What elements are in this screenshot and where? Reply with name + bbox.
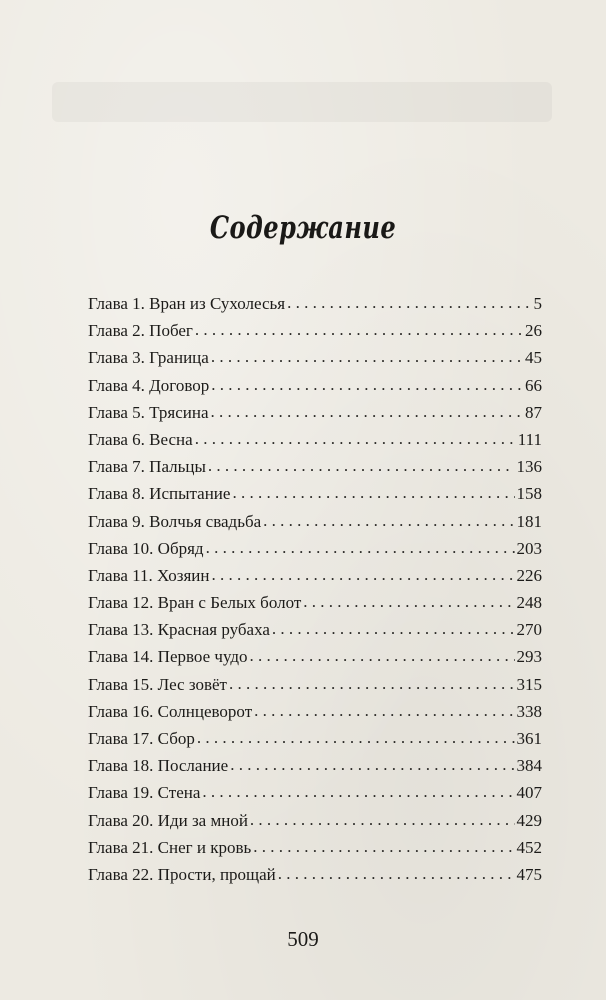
bleed-through-shadow bbox=[52, 82, 552, 122]
toc-entry-title: Глава 13. Красная рубаха bbox=[88, 620, 270, 640]
page-number: 509 bbox=[287, 927, 319, 951]
toc-entry-title: Глава 8. Испытание bbox=[88, 484, 231, 504]
toc-entry-title: Глава 7. Пальцы bbox=[88, 457, 206, 477]
toc-entry-page: 136 bbox=[516, 457, 542, 477]
toc-entry bbox=[88, 834, 542, 861]
toc-entry-title: Глава 6. Весна bbox=[88, 429, 193, 449]
toc-entry-title: Глава 17. Сбор bbox=[88, 729, 195, 748]
dot-leader bbox=[250, 806, 515, 833]
dot-leader bbox=[211, 343, 523, 370]
dot-leader bbox=[202, 778, 514, 805]
dot-leader bbox=[263, 507, 514, 534]
toc-entry-page: 111 bbox=[517, 429, 542, 449]
dot-leader bbox=[287, 289, 531, 316]
toc-entry-title: Глава 18. Послание bbox=[88, 756, 229, 776]
toc-entry-title: Глава 1. Вран из Сухолесья bbox=[88, 294, 286, 313]
toc-entry-title: Глава 19. Стена bbox=[88, 783, 201, 803]
toc-entry-page: 87 bbox=[525, 402, 542, 422]
toc-entry-title: Глава 15. Лес зовёт bbox=[88, 674, 227, 694]
toc-entry-page: 475 bbox=[516, 864, 542, 884]
toc-entry bbox=[88, 725, 542, 752]
toc-entry-page: 226 bbox=[516, 565, 542, 585]
toc-entry-page: 5 bbox=[533, 294, 542, 313]
toc-entry-title: Глава 11. Хозяин bbox=[88, 565, 210, 585]
dot-leader bbox=[206, 534, 515, 561]
table-of-contents bbox=[88, 290, 542, 888]
toc-entry-page: 407 bbox=[516, 783, 542, 803]
toc-entry-page: 315 bbox=[516, 674, 542, 694]
page-title: Содержание bbox=[209, 210, 397, 246]
dot-leader bbox=[197, 724, 515, 751]
dot-leader bbox=[278, 860, 515, 887]
toc-entry-page: 384 bbox=[516, 756, 542, 776]
toc-entry bbox=[88, 453, 542, 480]
toc-entry-title: Глава 10. Обряд bbox=[88, 538, 204, 558]
toc-entry bbox=[88, 807, 542, 834]
toc-entry bbox=[88, 779, 542, 806]
dot-leader bbox=[230, 751, 514, 778]
dot-leader bbox=[250, 642, 515, 669]
toc-entry bbox=[88, 399, 542, 426]
toc-entry-page: 203 bbox=[516, 538, 542, 558]
toc-entry-title: Глава 5. Трясина bbox=[88, 402, 209, 422]
dot-leader bbox=[211, 561, 514, 588]
toc-entry-page: 361 bbox=[516, 729, 542, 748]
toc-entry bbox=[88, 752, 542, 779]
toc-entry-title: Глава 2. Побег bbox=[88, 321, 193, 341]
toc-entry bbox=[88, 589, 542, 616]
toc-entry-title: Глава 16. Солнцеворот bbox=[88, 701, 253, 721]
dot-leader bbox=[253, 833, 514, 860]
toc-entry-page: 26 bbox=[525, 321, 542, 341]
dot-leader bbox=[195, 316, 523, 343]
toc-entry bbox=[88, 317, 542, 344]
toc-entry bbox=[88, 616, 542, 643]
toc-entry bbox=[88, 508, 542, 535]
toc-entry-title: Глава 21. Снег и кровь bbox=[88, 837, 252, 857]
toc-entry bbox=[88, 643, 542, 670]
dot-leader bbox=[211, 371, 523, 398]
dot-leader bbox=[303, 588, 514, 615]
toc-entry-title: Глава 3. Граница bbox=[88, 348, 209, 368]
toc-entry bbox=[88, 372, 542, 399]
toc-entry-page: 452 bbox=[516, 837, 542, 857]
toc-entry bbox=[88, 480, 542, 507]
toc-entry-page: 293 bbox=[516, 647, 542, 667]
dot-leader bbox=[229, 670, 515, 697]
toc-entry-page: 66 bbox=[525, 375, 542, 395]
dot-leader bbox=[211, 398, 523, 425]
toc-entry-page: 248 bbox=[516, 593, 542, 613]
toc-entry-title: Глава 12. Вран с Белых болот bbox=[88, 593, 302, 613]
toc-entry bbox=[88, 671, 542, 698]
toc-entry bbox=[88, 290, 542, 317]
toc-entry bbox=[88, 344, 542, 371]
toc-entry-page: 45 bbox=[525, 348, 542, 368]
toc-entry-page: 429 bbox=[516, 810, 542, 830]
toc-entry-title: Глава 14. Первое чудо bbox=[88, 647, 248, 667]
dot-leader bbox=[254, 697, 514, 724]
toc-entry-page: 270 bbox=[516, 620, 542, 640]
toc-entry-title: Глава 20. Иди за мной bbox=[88, 810, 248, 830]
toc-entry bbox=[88, 535, 542, 562]
toc-entry bbox=[88, 426, 542, 453]
dot-leader bbox=[232, 479, 514, 506]
toc-entry-title: Глава 4. Договор bbox=[88, 375, 210, 395]
toc-entry-page: 158 bbox=[516, 484, 542, 504]
toc-entry bbox=[88, 698, 542, 725]
toc-entry-page: 338 bbox=[516, 701, 542, 721]
toc-entry-title: Глава 22. Прости, прощай bbox=[88, 864, 276, 884]
dot-leader bbox=[195, 425, 516, 452]
toc-entry bbox=[88, 861, 542, 888]
toc-entry-title: Глава 9. Волчья свадьба bbox=[88, 511, 262, 531]
toc-entry-page: 181 bbox=[516, 511, 542, 531]
toc-entry bbox=[88, 562, 542, 589]
dot-leader bbox=[208, 452, 515, 479]
dot-leader bbox=[272, 615, 515, 642]
